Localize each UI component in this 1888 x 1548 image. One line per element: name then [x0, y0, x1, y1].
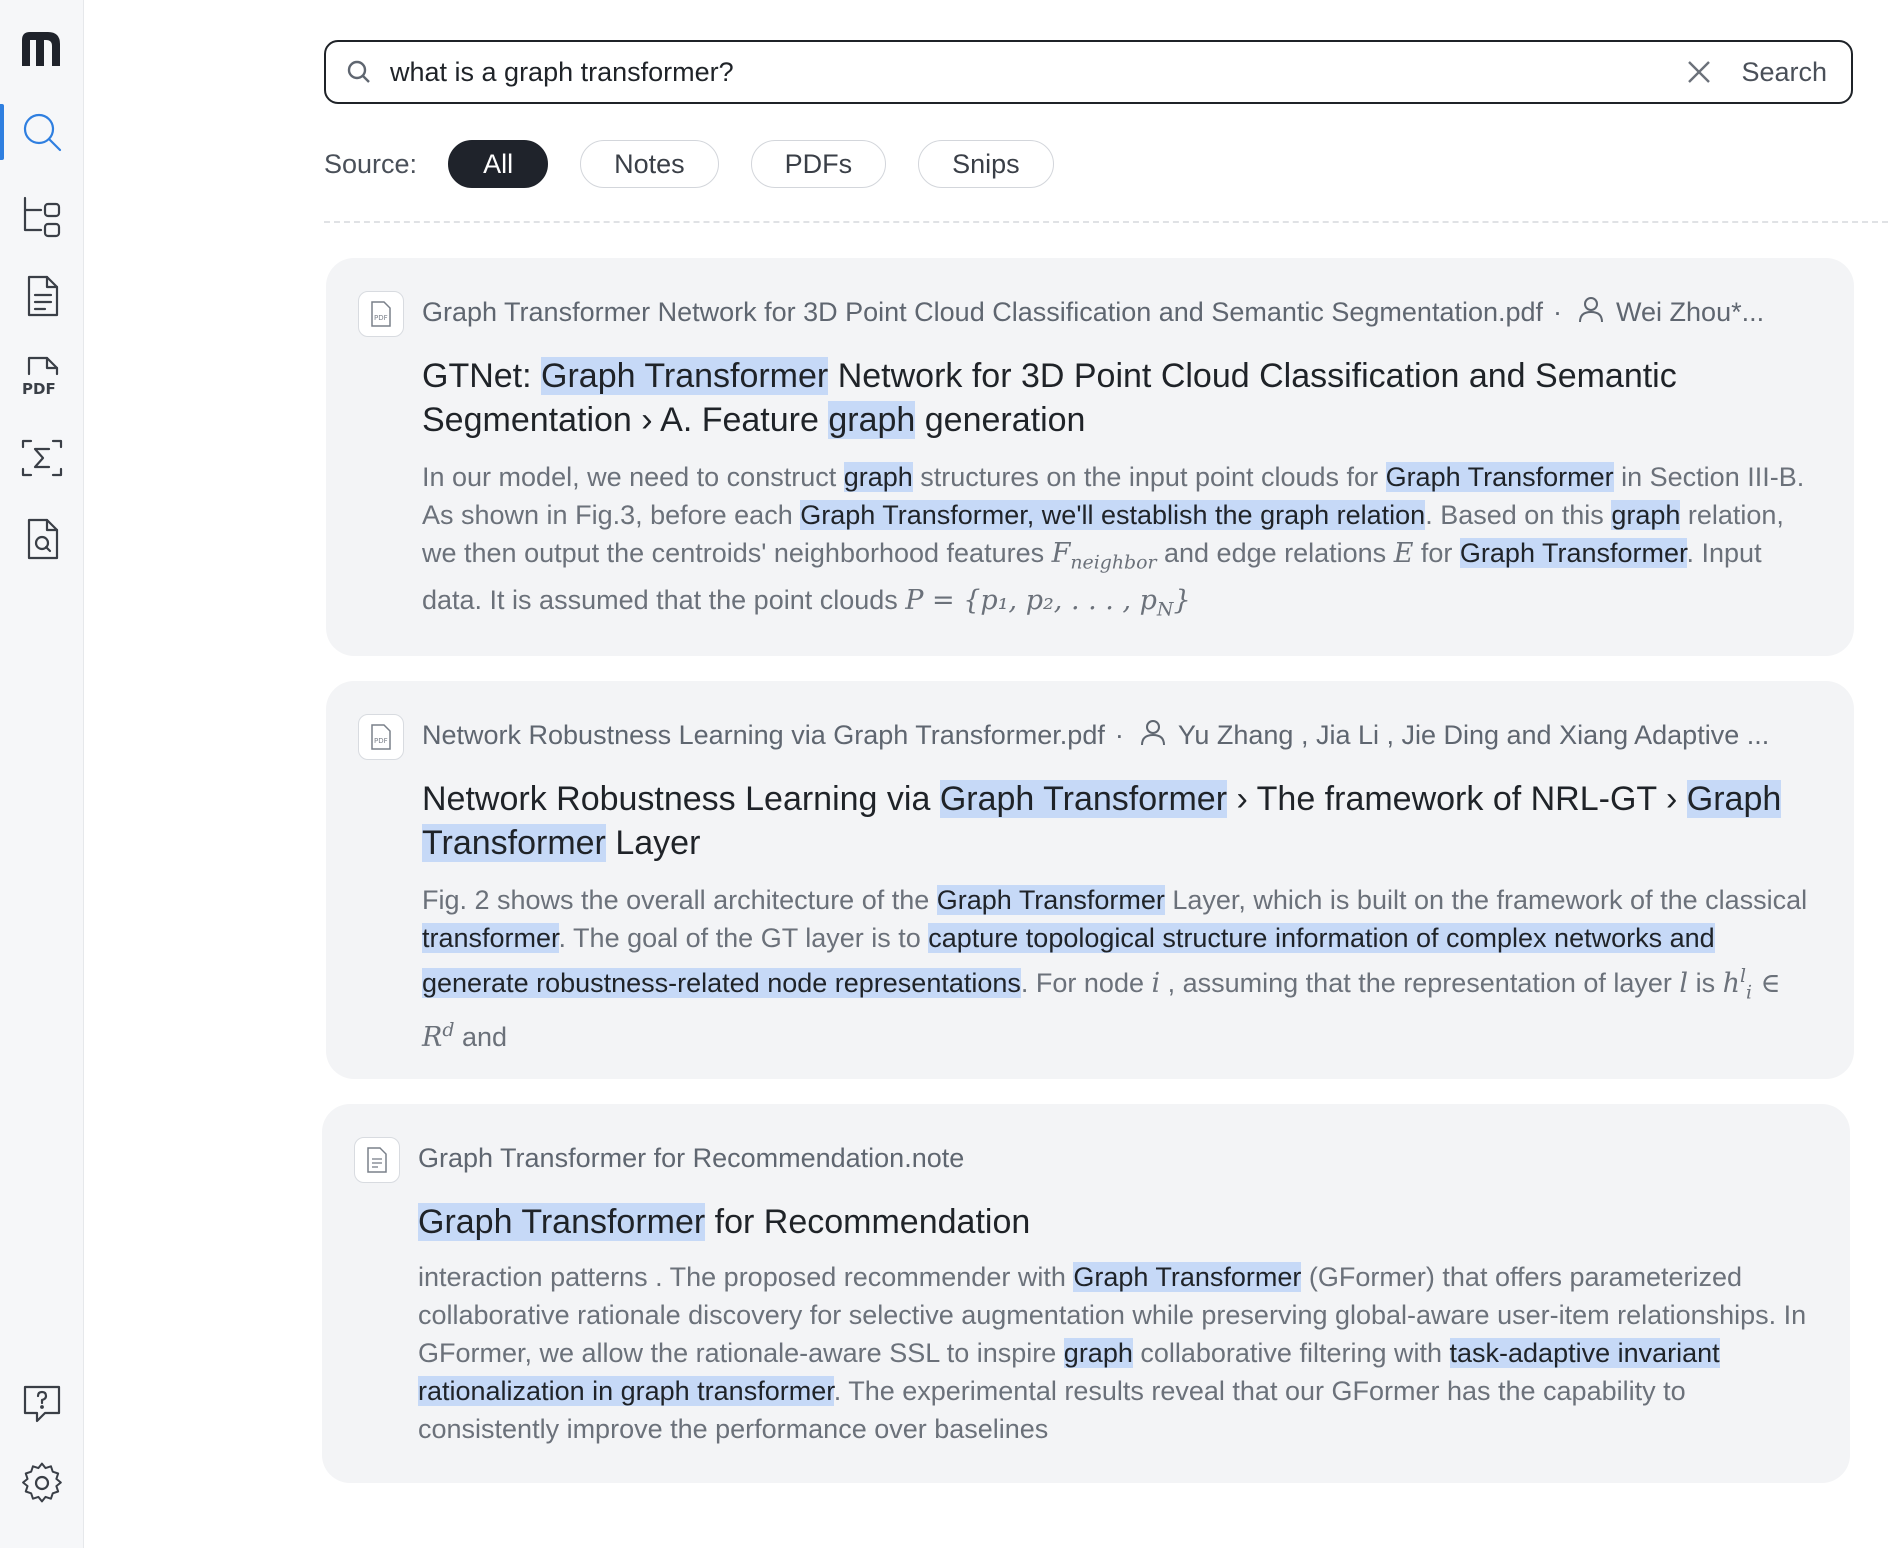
result-title[interactable]	[422, 354, 1812, 442]
text-span: › The framework of NRL-GT ›	[1227, 780, 1687, 818]
sidebar-formula-button[interactable]	[0, 426, 84, 490]
highlight: Graph Transformer, we'll establish the graph relation	[800, 500, 1426, 530]
highlight: Graph Transformer	[936, 885, 1165, 915]
source-chip-all[interactable]: All	[448, 140, 548, 188]
highlight: graph	[1063, 1338, 1133, 1368]
highlight: capture topological structure information of complex networks and generate robustness-related node representations	[422, 923, 1715, 998]
source-filter	[324, 138, 1086, 190]
text-span: generation	[915, 401, 1086, 439]
pdf-file-icon	[369, 724, 393, 750]
text-span: Network for 3D Point Cloud Classification and Semantic Segmentation › A. Feature	[422, 357, 1677, 439]
user-icon	[1572, 295, 1616, 329]
highlight: Graph Transformer	[1459, 538, 1687, 568]
sidebar-search-button[interactable]	[0, 100, 84, 164]
text-span: Fig. 2 shows the overall architecture of the	[422, 885, 937, 915]
text-span: for	[1413, 538, 1460, 568]
highlight: Graph Transformer	[1073, 1262, 1302, 1292]
result-meta	[418, 1141, 1818, 1175]
search-bar	[324, 40, 1853, 104]
source-chip-snips[interactable]: Snips	[918, 140, 1054, 188]
result-file-name[interactable]: Graph Transformer Network for 3D Point Cloud Classification and Semantic Segmentation.pdf	[422, 296, 1544, 327]
result-meta	[422, 295, 1822, 329]
text-span: structures on the input point clouds for	[912, 462, 1386, 492]
text-span: , assuming that the representation of layer	[1160, 968, 1680, 998]
highlight: graph	[843, 462, 913, 492]
text-span: . The experimental results reveal that our GFormer has the capability to consistently improve the performance over baselines	[418, 1376, 1686, 1444]
result-card[interactable]	[326, 258, 1854, 656]
text-span: . Input data. It is assumed that the point clouds	[422, 538, 1762, 616]
math-expression: l	[1739, 965, 1747, 987]
result-file-name[interactable]: Network Robustness Learning via Graph Transformer.pdf	[422, 719, 1105, 750]
math-expression: E	[1393, 538, 1414, 569]
text-span: Network Robustness Learning via	[422, 780, 940, 818]
source-chip-pdfs[interactable]: PDFs	[751, 140, 887, 188]
math-expression: N	[1156, 598, 1174, 621]
gear-icon	[19, 1460, 65, 1506]
divider	[324, 221, 1888, 223]
sidebar-file-search-button[interactable]	[0, 507, 84, 571]
highlight: transformer	[422, 923, 559, 953]
search-icon	[19, 109, 65, 155]
clear-search-button[interactable]	[1681, 54, 1717, 90]
pdf-file-icon	[369, 301, 393, 327]
result-title[interactable]	[422, 777, 1812, 865]
result-snippet	[422, 458, 1812, 629]
text-span: . The goal of the GT layer is to	[558, 923, 929, 953]
sigma-icon	[19, 435, 65, 481]
sidebar-pdf-button[interactable]	[0, 345, 84, 409]
tree-icon	[19, 192, 65, 238]
text-span: collaborative filtering with	[1132, 1338, 1450, 1368]
text-span: . Based on this	[1425, 500, 1612, 530]
result-authors: Yu Zhang , Jia Li , Jie Ding and Xiang Adaptive ...	[1177, 719, 1770, 750]
math-expression: h	[1722, 968, 1740, 999]
result-title[interactable]	[418, 1200, 1808, 1244]
text-span: In our model, we need to construct	[422, 462, 844, 492]
math-expression: i	[1151, 968, 1161, 999]
math-expression: F	[1051, 538, 1071, 569]
text-span: GTNet:	[422, 357, 542, 395]
highlight: task-adaptive invariant rationalization in graph transformer	[418, 1338, 1720, 1406]
math-expression: l	[1679, 968, 1689, 999]
svg-text:PDF: PDF	[374, 314, 388, 322]
result-meta	[422, 718, 1822, 752]
highlight: Graph Transformer	[541, 357, 829, 395]
file-search-icon	[19, 516, 65, 562]
highlight: Graph Transformer	[418, 1203, 706, 1241]
math-expression: d	[442, 1019, 455, 1042]
app-logo[interactable]	[18, 26, 64, 70]
math-expression: }	[1173, 585, 1191, 617]
text-span: is	[1688, 968, 1723, 998]
math-expression: i	[1746, 981, 1753, 1004]
highlight: graph	[828, 401, 916, 439]
highlight: Graph Transformer	[1385, 462, 1614, 492]
pdf-icon	[19, 354, 65, 400]
file-badge	[358, 291, 404, 337]
highlight: graph	[1611, 500, 1681, 530]
file-badge	[354, 1137, 400, 1183]
document-icon	[19, 273, 65, 319]
svg-text:PDF: PDF	[374, 737, 388, 745]
search-input[interactable]	[390, 57, 1681, 88]
result-card[interactable]	[326, 681, 1854, 1079]
sidebar-settings-button[interactable]	[0, 1451, 84, 1515]
result-snippet	[422, 881, 1812, 1057]
text-span: interaction patterns . The proposed recommender with	[418, 1262, 1074, 1292]
text-span: (GFormer) that offers parameterized collaborative rationale discovery for selective augmentation while preserving global-aware user-item relationships. In GFormer, we allow the rationale-aware SSL to inspire	[418, 1262, 1807, 1368]
text-span: . For node	[1020, 968, 1152, 998]
highlight: Graph Transformer	[939, 780, 1228, 818]
search-icon	[346, 59, 372, 85]
math-expression: neighbor	[1070, 551, 1157, 574]
meta-separator: ·	[1553, 296, 1563, 327]
result-snippet	[418, 1258, 1808, 1448]
math-expression: ∈ R	[422, 968, 1781, 1054]
result-authors: Wei Zhou*...	[1616, 296, 1765, 327]
text-span: and	[454, 1022, 507, 1053]
sidebar-tree-button[interactable]	[0, 183, 84, 247]
text-span: Layer	[605, 824, 701, 862]
help-icon	[19, 1381, 65, 1427]
sidebar-help-button[interactable]	[0, 1372, 84, 1436]
text-span: for Recommendation	[705, 1203, 1031, 1241]
file-badge	[358, 714, 404, 760]
search-button[interactable]: Search	[1741, 56, 1827, 87]
text-span: and edge relations	[1156, 538, 1394, 568]
result-card[interactable]	[322, 1104, 1850, 1483]
note-file-icon	[365, 1147, 389, 1173]
svg-text:PDF: PDF	[22, 380, 56, 398]
highlight: Graph Transformer	[422, 780, 1782, 862]
result-file-name[interactable]: Graph Transformer for Recommendation.note	[418, 1142, 965, 1173]
meta-separator: ·	[1114, 719, 1124, 750]
math-expression: P = {p₁, p₂, . . . , p	[905, 585, 1157, 617]
source-label: Source:	[324, 148, 418, 179]
sidebar	[0, 0, 84, 1548]
user-icon	[1134, 718, 1178, 752]
source-chip-notes[interactable]: Notes	[580, 140, 719, 188]
text-span: in Section III-B. As shown in Fig.3, before each	[422, 462, 1805, 530]
text-span: relation, we then output the centroids' neighborhood features	[422, 500, 1784, 568]
text-span: Layer, which is built on the framework of the classical	[1164, 885, 1808, 915]
close-icon	[1685, 58, 1713, 86]
sidebar-notes-button[interactable]	[0, 264, 84, 328]
